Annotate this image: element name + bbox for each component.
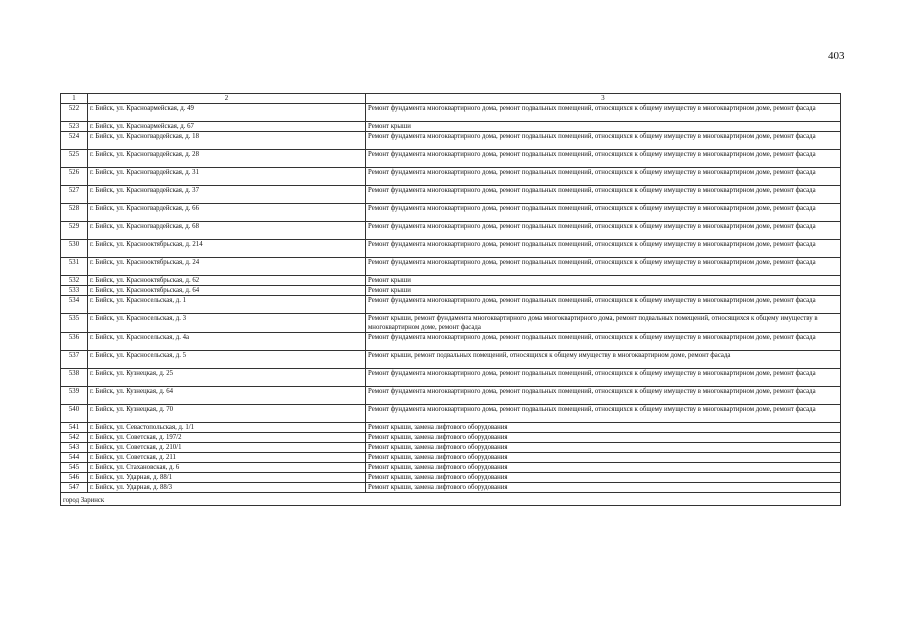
row-work-type: Ремонт фундамента многоквартирного дома, ремонт подвальных помещений, относящихся к общему имуществу в многоквартирном доме, ремонт фасада xyxy=(366,369,841,387)
table-row xyxy=(61,186,841,204)
table-row xyxy=(61,296,841,314)
row-work-type: Ремонт крыши, замена лифтового оборудования xyxy=(366,443,841,453)
row-number: 534 xyxy=(61,296,88,314)
row-address: г. Бийск, ул. Стахановская, д. 6 xyxy=(88,463,366,473)
table-row xyxy=(61,443,841,453)
row-number: 536 xyxy=(61,333,88,351)
row-address: г. Бийск, ул. Красносельская, д. 3 xyxy=(88,314,366,333)
row-number: 547 xyxy=(61,483,88,493)
row-work-type: Ремонт крыши, замена лифтового оборудования xyxy=(366,423,841,433)
row-number: 537 xyxy=(61,351,88,369)
row-address: г. Бийск, ул. Советская, д. 210/1 xyxy=(88,443,366,453)
row-number: 532 xyxy=(61,276,88,286)
column-header-1: 1 xyxy=(61,94,88,104)
table-row xyxy=(61,351,841,369)
row-work-type: Ремонт фундамента многоквартирного дома, ремонт подвальных помещений, относящихся к общему имуществу в многоквартирном доме, ремонт фасада xyxy=(366,204,841,222)
row-number: 545 xyxy=(61,463,88,473)
row-work-type: Ремонт крыши, замена лифтового оборудования xyxy=(366,453,841,463)
row-address: г. Бийск, ул. Кузнецкая, д. 64 xyxy=(88,387,366,405)
row-number: 546 xyxy=(61,473,88,483)
row-number: 524 xyxy=(61,132,88,150)
row-number: 529 xyxy=(61,222,88,240)
row-work-type: Ремонт крыши xyxy=(366,286,841,296)
table-row xyxy=(61,433,841,443)
row-address: г. Бийск, ул. Красноармейская, д. 49 xyxy=(88,104,366,122)
row-address: г. Бийск, ул. Краснооктябрьская, д. 64 xyxy=(88,286,366,296)
row-number: 535 xyxy=(61,314,88,333)
row-work-type: Ремонт фундамента многоквартирного дома, ремонт подвальных помещений, относящихся к общему имуществу в многоквартирном доме, ремонт фасада xyxy=(366,168,841,186)
row-address: г. Бийск, ул. Красносельская, д. 4а xyxy=(88,333,366,351)
table-header-row xyxy=(61,94,841,104)
row-work-type: Ремонт фундамента многоквартирного дома, ремонт подвальных помещений, относящихся к общему имуществу в многоквартирном доме, ремонт фасада xyxy=(366,222,841,240)
table-row xyxy=(61,240,841,258)
table-row xyxy=(61,333,841,351)
row-address: г. Бийск, ул. Краснооктябрьская, д. 24 xyxy=(88,258,366,276)
row-number: 533 xyxy=(61,286,88,296)
row-work-type: Ремонт крыши, замена лифтового оборудования xyxy=(366,463,841,473)
row-address: г. Бийск, ул. Советская, д. 197/2 xyxy=(88,433,366,443)
row-work-type: Ремонт фундамента многоквартирного дома, ремонт подвальных помещений, относящихся к общему имуществу в многоквартирном доме, ремонт фасада xyxy=(366,258,841,276)
table-row xyxy=(61,463,841,473)
row-number: 544 xyxy=(61,453,88,463)
table-row xyxy=(61,258,841,276)
address-work-table xyxy=(60,93,841,506)
row-number: 540 xyxy=(61,405,88,423)
row-work-type: Ремонт крыши, ремонт фундамента многоквартирного дома многоквартирного дома, ремонт подвальных помещений, относящихся к общему имуществу в многоквартирном доме, ремонт фасада xyxy=(366,314,841,333)
row-address: г. Бийск, ул. Красногвардейская, д. 28 xyxy=(88,150,366,168)
row-number: 525 xyxy=(61,150,88,168)
row-number: 538 xyxy=(61,369,88,387)
table-row xyxy=(61,222,841,240)
row-address: г. Бийск, ул. Красногвардейская, д. 37 xyxy=(88,186,366,204)
row-number: 543 xyxy=(61,443,88,453)
table-row xyxy=(61,453,841,463)
row-address: г. Бийск, ул. Красноармейская, д. 67 xyxy=(88,122,366,132)
row-work-type: Ремонт крыши, замена лифтового оборудования xyxy=(366,433,841,443)
row-number: 526 xyxy=(61,168,88,186)
column-header-3: 3 xyxy=(366,94,841,104)
row-number: 539 xyxy=(61,387,88,405)
row-address: г. Бийск, ул. Красногвардейская, д. 31 xyxy=(88,168,366,186)
row-number: 530 xyxy=(61,240,88,258)
table-row xyxy=(61,286,841,296)
row-address: г. Бийск, ул. Севастопольская, д. 1/1 xyxy=(88,423,366,433)
row-address: г. Бийск, ул. Красносельская, д. 5 xyxy=(88,351,366,369)
row-address: г. Бийск, ул. Краснооктябрьская, д. 214 xyxy=(88,240,366,258)
row-number: 542 xyxy=(61,433,88,443)
section-row xyxy=(61,493,841,506)
table-row xyxy=(61,369,841,387)
row-number: 541 xyxy=(61,423,88,433)
column-header-2: 2 xyxy=(88,94,366,104)
table-row xyxy=(61,423,841,433)
table-row xyxy=(61,168,841,186)
table-row xyxy=(61,132,841,150)
row-work-type: Ремонт фундамента многоквартирного дома, ремонт подвальных помещений, относящихся к общему имуществу в многоквартирном доме, ремонт фасада xyxy=(366,387,841,405)
row-address: г. Бийск, ул. Красносельская, д. 1 xyxy=(88,296,366,314)
row-address: г. Бийск, ул. Красногвардейская, д. 68 xyxy=(88,222,366,240)
row-address: г. Бийск, ул. Ударная, д. 88/1 xyxy=(88,473,366,483)
row-work-type: Ремонт фундамента многоквартирного дома, ремонт подвальных помещений, относящихся к общему имуществу в многоквартирном доме, ремонт фасада xyxy=(366,150,841,168)
table-row xyxy=(61,204,841,222)
table-row xyxy=(61,276,841,286)
row-work-type: Ремонт фундамента многоквартирного дома, ремонт подвальных помещений, относящихся к общему имуществу в многоквартирном доме, ремонт фасада xyxy=(366,296,841,314)
row-work-type: Ремонт крыши, замена лифтового оборудования xyxy=(366,473,841,483)
table-row xyxy=(61,387,841,405)
row-address: г. Бийск, ул. Кузнецкая, д. 70 xyxy=(88,405,366,423)
table-row xyxy=(61,483,841,493)
row-work-type: Ремонт фундамента многоквартирного дома, ремонт подвальных помещений, относящихся к общему имуществу в многоквартирном доме, ремонт фасада xyxy=(366,104,841,122)
table-row xyxy=(61,104,841,122)
table-row xyxy=(61,314,841,333)
table-row xyxy=(61,150,841,168)
section-label: город Заринск xyxy=(61,493,841,506)
row-number: 527 xyxy=(61,186,88,204)
row-address: г. Бийск, ул. Красногвардейская, д. 66 xyxy=(88,204,366,222)
row-address: г. Бийск, ул. Советская, д. 211 xyxy=(88,453,366,463)
row-work-type: Ремонт крыши xyxy=(366,122,841,132)
row-number: 531 xyxy=(61,258,88,276)
row-work-type: Ремонт крыши, замена лифтового оборудования xyxy=(366,483,841,493)
row-number: 522 xyxy=(61,104,88,122)
row-work-type: Ремонт фундамента многоквартирного дома, ремонт подвальных помещений, относящихся к общему имуществу в многоквартирном доме, ремонт фасада xyxy=(366,333,841,351)
row-work-type: Ремонт фундамента многоквартирного дома, ремонт подвальных помещений, относящихся к общему имуществу в многоквартирном доме, ремонт фасада xyxy=(366,405,841,423)
row-work-type: Ремонт крыши, ремонт подвальных помещений, относящихся к общему имуществу в многоквартирном доме, ремонт фасада xyxy=(366,351,841,369)
row-work-type: Ремонт фундамента многоквартирного дома, ремонт подвальных помещений, относящихся к общему имуществу в многоквартирном доме, ремонт фасада xyxy=(366,132,841,150)
row-work-type: Ремонт фундамента многоквартирного дома, ремонт подвальных помещений, относящихся к общему имуществу в многоквартирном доме, ремонт фасада xyxy=(366,240,841,258)
table-row xyxy=(61,122,841,132)
table-row xyxy=(61,405,841,423)
row-address: г. Бийск, ул. Кузнецкая, д. 25 xyxy=(88,369,366,387)
row-number: 523 xyxy=(61,122,88,132)
row-work-type: Ремонт фундамента многоквартирного дома, ремонт подвальных помещений, относящихся к общему имуществу в многоквартирном доме, ремонт фасада xyxy=(366,186,841,204)
row-address: г. Бийск, ул. Красногвардейская, д. 18 xyxy=(88,132,366,150)
row-address: г. Бийск, ул. Краснооктябрьская, д. 62 xyxy=(88,276,366,286)
row-work-type: Ремонт крыши xyxy=(366,276,841,286)
table-row xyxy=(61,473,841,483)
row-address: г. Бийск, ул. Ударная, д. 88/3 xyxy=(88,483,366,493)
row-number: 528 xyxy=(61,204,88,222)
page-number: 403 xyxy=(828,50,845,62)
